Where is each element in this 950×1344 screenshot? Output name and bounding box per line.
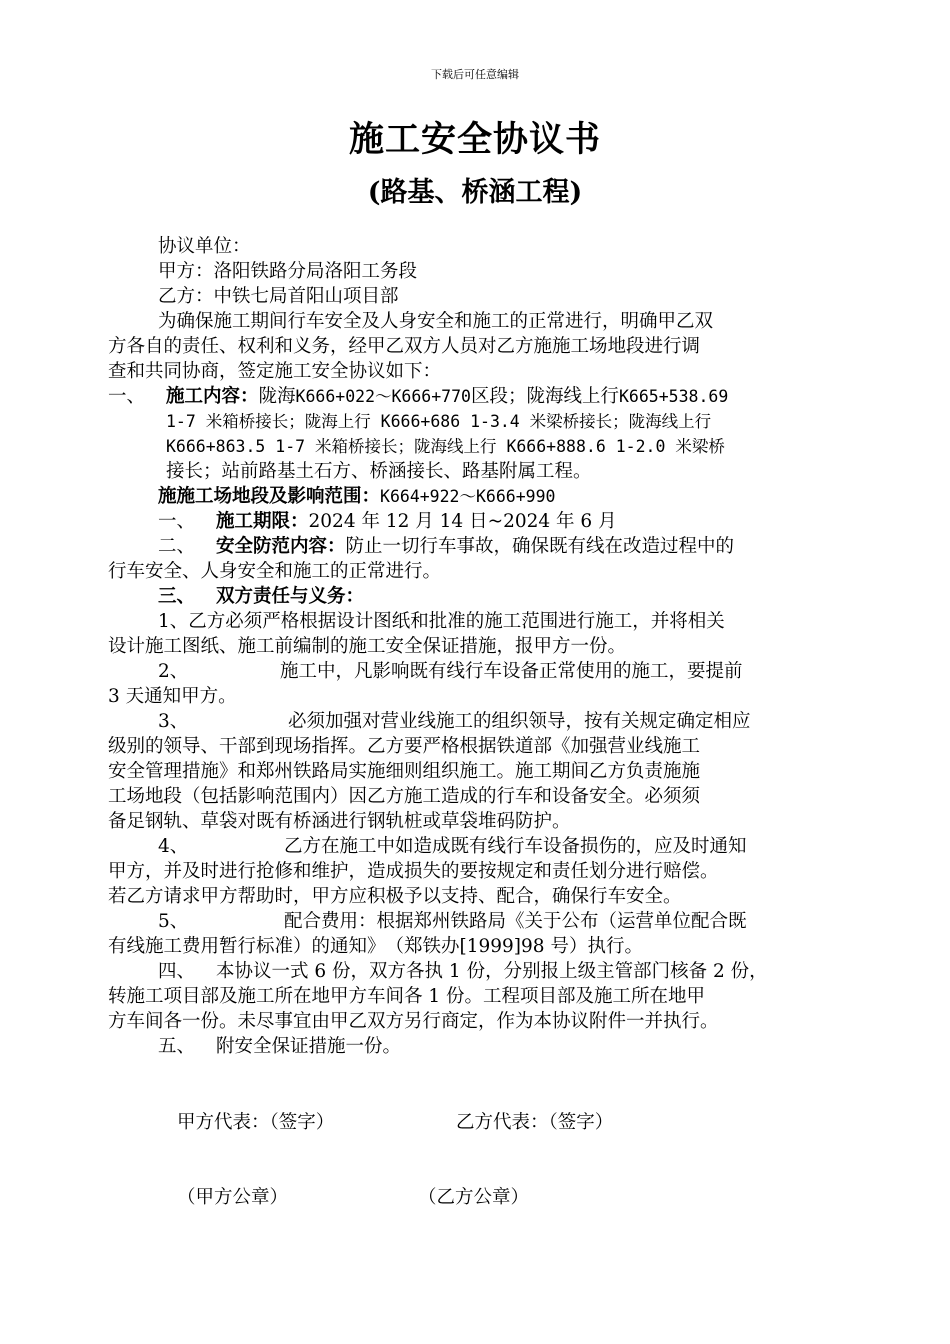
party-a-seal: （甲方公章） <box>177 1187 289 1208</box>
duty-item <box>108 609 852 634</box>
document-title: 施工安全协议书 <box>348 119 601 160</box>
section-number: 三、 <box>158 586 196 607</box>
section-text: 防止一切行车事故，确保既有线在改造过程中的 <box>345 536 735 557</box>
duty-text: 工场地段（包括影响范围内）因乙方施工造成的行车和设备安全。必须须 <box>108 786 701 807</box>
section-number: 一、 <box>108 386 146 407</box>
section-heading: 施施工场地段及影响范围： <box>158 486 381 507</box>
section-text: 附安全保证措施一份。 <box>216 1036 402 1057</box>
section-construction-content <box>108 384 852 409</box>
party-b-seal: （乙方公章） <box>418 1187 530 1208</box>
section-text: 陇海 <box>258 386 296 407</box>
duty-text: 3 天通知甲方。 <box>108 686 237 707</box>
section-text: 转施工项目部及施工所在地甲方车间各 1 份。工程项目部及施工所在地甲 <box>108 986 706 1007</box>
section-heading: 施工期限： <box>216 511 309 532</box>
party-b: 乙方：中铁七局首阳山项目部 <box>158 286 399 307</box>
duty-text: 乙方必须严格根据设计图纸和批准的施工范围进行施工，并将相关 <box>188 611 725 632</box>
duty-item <box>108 659 852 684</box>
section-number: 五、 <box>158 1036 196 1057</box>
section-heading: 安全防范内容： <box>216 536 346 557</box>
duty-text: 有线施工费用暂行标准）的通知》 （郑铁办[1999]98 号）执行。 <box>108 936 643 957</box>
party-b-signature: 乙方代表：（签字） <box>456 1112 614 1133</box>
duty-text: 配合费用：根据郑州铁路局《关于公布（运营单位配合既 <box>284 911 747 932</box>
intro-line: 方各自的责任、权利和义务，经甲乙双方人员对乙方施施工场地段进行调 <box>108 336 701 357</box>
section-duties <box>108 584 852 609</box>
duty-text: 必须加强对营业线施工的组织领导，按有关规定确定相应 <box>288 711 751 732</box>
section-period <box>108 509 852 534</box>
section-number: 四、 <box>158 961 196 982</box>
section-text: K666+022～K666+770 <box>295 387 471 406</box>
duty-text: 施工中，凡影响既有线行车设备正常使用的施工，要提前 <box>280 661 743 682</box>
section-heading: 双方责任与义务： <box>216 586 365 607</box>
duty-text: 甲方，并及时进行抢修和维护，造成损失的要按规定和责任划分进行赔偿。 <box>108 861 719 882</box>
section-text: 1-7 米箱桥接长；陇海上行 K666+686 1-3.4 米梁桥接长；陇海线上行 <box>166 412 712 431</box>
duty-item <box>108 834 852 859</box>
duty-text: 级别的领导、干部到现场指挥。乙方要严格根据铁道部《加强营业线施工 <box>108 736 701 757</box>
section-text: K664+922～K666+990 <box>380 487 556 506</box>
section-text: 区段；陇海线上行 <box>470 386 619 407</box>
party-a-signature: 甲方代表：（签字） <box>177 1112 335 1133</box>
section-text: K665+538.69 <box>619 387 729 406</box>
duty-text: 若乙方请求甲方帮助时，甲方应积极予以支持、配合，确保行车安全。 <box>108 886 682 907</box>
section-copies <box>108 959 852 984</box>
duty-number: 4、 <box>158 836 189 857</box>
section-text: 接长；站前路基土石方、桥涵接长、路基附属工程。 <box>166 461 592 482</box>
duty-number: 3、 <box>158 711 189 732</box>
section-heading: 施工内容： <box>166 386 259 407</box>
party-a: 甲方：洛阳铁路分局洛阳工务段 <box>158 261 418 282</box>
duty-text: 乙方在施工中如造成既有线行车设备损伤的，应及时通知 <box>284 836 747 857</box>
duty-number: 1、 <box>158 611 189 632</box>
section-text: 方车间各一份。未尽事宜由甲乙双方另行商定，作为本协议附件一并执行。 <box>108 1011 719 1032</box>
duty-number: 2、 <box>158 661 189 682</box>
section-text: 行车安全、人身安全和施工的正常进行。 <box>108 561 442 582</box>
duty-number: 5、 <box>158 911 189 932</box>
parties-label: 协议单位： <box>158 236 251 257</box>
document-subtitle: (路基、桥涵工程) <box>367 177 583 208</box>
section-number: 一、 <box>158 511 196 532</box>
intro-line: 查和共同协商，签定施工安全协议如下： <box>108 361 442 382</box>
duty-text: 设计施工图纸、施工前编制的施工安全保证措施，报甲方一份。 <box>108 636 627 657</box>
section-attachment <box>108 1034 852 1059</box>
section-text: 2024 年 12 月 14 日~2024 年 6 月 <box>308 511 617 532</box>
duty-text: 安全管理措施》和郑州铁路局实施细则组织施工。施工期间乙方负责施施 <box>108 761 701 782</box>
section-safety <box>108 534 852 559</box>
intro-line: 为确保施工期间行车安全及人身安全和施工的正常进行，明确甲乙双 <box>158 311 714 332</box>
section-text: 本协议一式 6 份，双方各执 1 份，分别报上级主管部门核备 2 份， <box>216 961 768 982</box>
document-body <box>108 234 852 1059</box>
duty-item <box>108 909 852 934</box>
section-text: K666+863.5 1-7 米箱桥接长；陇海线上行 K666+888.6 1-2.0 米梁桥 <box>166 437 725 456</box>
section-scope <box>108 484 852 509</box>
duty-text: 备足钢轨、草袋对既有桥涵进行钢轨桩或草袋堆码防护。 <box>108 811 571 832</box>
duty-item <box>108 709 852 734</box>
header-note: 下载后可任意编辑 <box>431 68 519 81</box>
section-number: 二、 <box>158 536 196 557</box>
